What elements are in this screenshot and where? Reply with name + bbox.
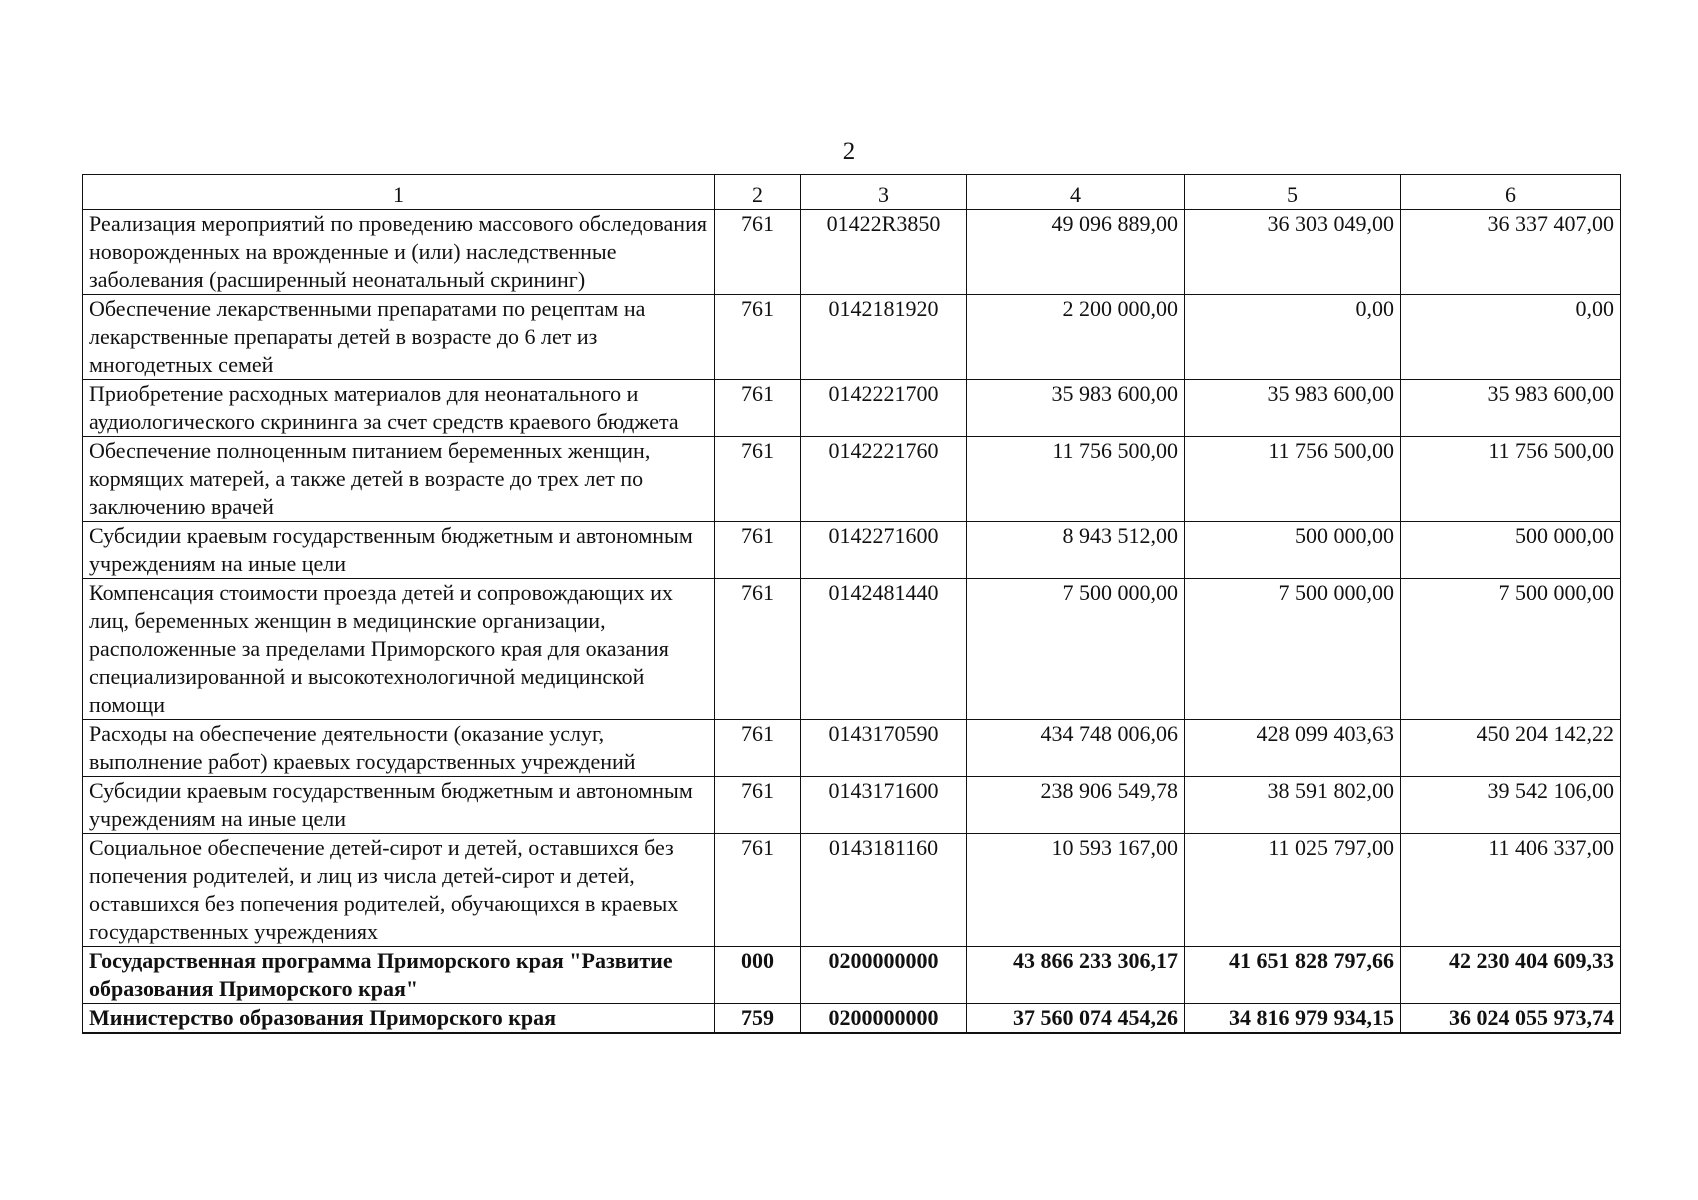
page-number: 2 <box>842 138 856 165</box>
row-value-6: 7 500 000,00 <box>1401 579 1621 720</box>
budget-table <box>82 174 1621 1034</box>
row-name: Обеспечение лекарственными препаратами по рецептам на лекарственные препараты детей в возрасте до 6 лет из многодетных семей <box>83 295 715 380</box>
row-value-5: 35 983 600,00 <box>1185 380 1401 437</box>
row-grbs: 761 <box>715 720 801 777</box>
col-header-1: 1 <box>83 175 715 210</box>
row-code: 0142221700 <box>801 380 967 437</box>
col-header-4: 4 <box>967 175 1185 210</box>
row-grbs: 000 <box>715 947 801 1004</box>
table-row <box>83 210 1621 295</box>
row-value-4: 35 983 600,00 <box>967 380 1185 437</box>
row-value-6: 11 756 500,00 <box>1401 437 1621 522</box>
row-grbs: 761 <box>715 295 801 380</box>
row-name: Министерство образования Приморского края <box>83 1004 715 1034</box>
row-value-4: 49 096 889,00 <box>967 210 1185 295</box>
row-value-5: 428 099 403,63 <box>1185 720 1401 777</box>
row-code: 0143171600 <box>801 777 967 834</box>
row-grbs: 761 <box>715 834 801 947</box>
row-value-5: 38 591 802,00 <box>1185 777 1401 834</box>
row-name: Субсидии краевым государственным бюджетным и автономным учреждениям на иные цели <box>83 522 715 579</box>
row-value-4: 43 866 233 306,17 <box>967 947 1185 1004</box>
row-code: 01422R3850 <box>801 210 967 295</box>
table-row <box>83 295 1621 380</box>
row-value-4: 37 560 074 454,26 <box>967 1004 1185 1034</box>
row-name: Приобретение расходных материалов для неонатального и аудиологического скрининга за счет средств краевого бюджета <box>83 380 715 437</box>
row-name: Обеспечение полноценным питанием беременных женщин, кормящих матерей, а также детей в возрасте до трех лет по заключению врачей <box>83 437 715 522</box>
row-name: Субсидии краевым государственным бюджетным и автономным учреждениям на иные цели <box>83 777 715 834</box>
table-row <box>83 380 1621 437</box>
row-value-6: 11 406 337,00 <box>1401 834 1621 947</box>
row-name: Государственная программа Приморского края "Развитие образования Приморского края" <box>83 947 715 1004</box>
row-name: Расходы на обеспечение деятельности (оказание услуг, выполнение работ) краевых государственных учреждений <box>83 720 715 777</box>
row-code: 0143181160 <box>801 834 967 947</box>
table-row <box>83 777 1621 834</box>
row-code: 0142481440 <box>801 579 967 720</box>
col-header-5: 5 <box>1185 175 1401 210</box>
row-grbs: 761 <box>715 437 801 522</box>
table-row <box>83 720 1621 777</box>
row-value-5: 41 651 828 797,66 <box>1185 947 1401 1004</box>
row-value-4: 238 906 549,78 <box>967 777 1185 834</box>
row-value-5: 36 303 049,00 <box>1185 210 1401 295</box>
row-value-4: 7 500 000,00 <box>967 579 1185 720</box>
table-row <box>83 579 1621 720</box>
row-grbs: 761 <box>715 380 801 437</box>
row-value-5: 0,00 <box>1185 295 1401 380</box>
row-value-6: 36 024 055 973,74 <box>1401 1004 1621 1034</box>
row-value-4: 11 756 500,00 <box>967 437 1185 522</box>
row-name: Социальное обеспечение детей-сирот и детей, оставшихся без попечения родителей, и лиц из числа детей-сирот и детей, оставшихся без попечения родителей, обучающихся в краевых государственных учреждениях <box>83 834 715 947</box>
row-value-4: 10 593 167,00 <box>967 834 1185 947</box>
row-code: 0200000000 <box>801 1004 967 1034</box>
ministry-total-row <box>83 1004 1621 1034</box>
row-value-5: 500 000,00 <box>1185 522 1401 579</box>
program-total-row <box>83 947 1621 1004</box>
row-value-4: 2 200 000,00 <box>967 295 1185 380</box>
table-row <box>83 437 1621 522</box>
table-row <box>83 522 1621 579</box>
row-code: 0143170590 <box>801 720 967 777</box>
col-header-2: 2 <box>715 175 801 210</box>
row-value-5: 11 756 500,00 <box>1185 437 1401 522</box>
row-value-6: 0,00 <box>1401 295 1621 380</box>
row-grbs: 759 <box>715 1004 801 1034</box>
row-value-5: 11 025 797,00 <box>1185 834 1401 947</box>
row-value-6: 450 204 142,22 <box>1401 720 1621 777</box>
row-code: 0142271600 <box>801 522 967 579</box>
row-code: 0142181920 <box>801 295 967 380</box>
table-row <box>83 834 1621 947</box>
row-grbs: 761 <box>715 579 801 720</box>
row-grbs: 761 <box>715 777 801 834</box>
col-header-3: 3 <box>801 175 967 210</box>
row-code: 0200000000 <box>801 947 967 1004</box>
col-header-6: 6 <box>1401 175 1621 210</box>
row-grbs: 761 <box>715 210 801 295</box>
row-value-5: 7 500 000,00 <box>1185 579 1401 720</box>
row-name: Реализация мероприятий по проведению массового обследования новорожденных на врожденные и (или) наследственные заболевания (расширенный неонатальный скрининг) <box>83 210 715 295</box>
row-grbs: 761 <box>715 522 801 579</box>
row-name: Компенсация стоимости проезда детей и сопровождающих их лиц, беременных женщин в медицинские организации, расположенные за пределами Приморского края для оказания специализированной и высокотехнологичной медицинской помощи <box>83 579 715 720</box>
table-header-row <box>83 175 1621 210</box>
row-value-5: 34 816 979 934,15 <box>1185 1004 1401 1034</box>
row-code: 0142221760 <box>801 437 967 522</box>
row-value-6: 42 230 404 609,33 <box>1401 947 1621 1004</box>
row-value-6: 36 337 407,00 <box>1401 210 1621 295</box>
row-value-6: 500 000,00 <box>1401 522 1621 579</box>
row-value-6: 35 983 600,00 <box>1401 380 1621 437</box>
row-value-4: 8 943 512,00 <box>967 522 1185 579</box>
row-value-4: 434 748 006,06 <box>967 720 1185 777</box>
row-value-6: 39 542 106,00 <box>1401 777 1621 834</box>
